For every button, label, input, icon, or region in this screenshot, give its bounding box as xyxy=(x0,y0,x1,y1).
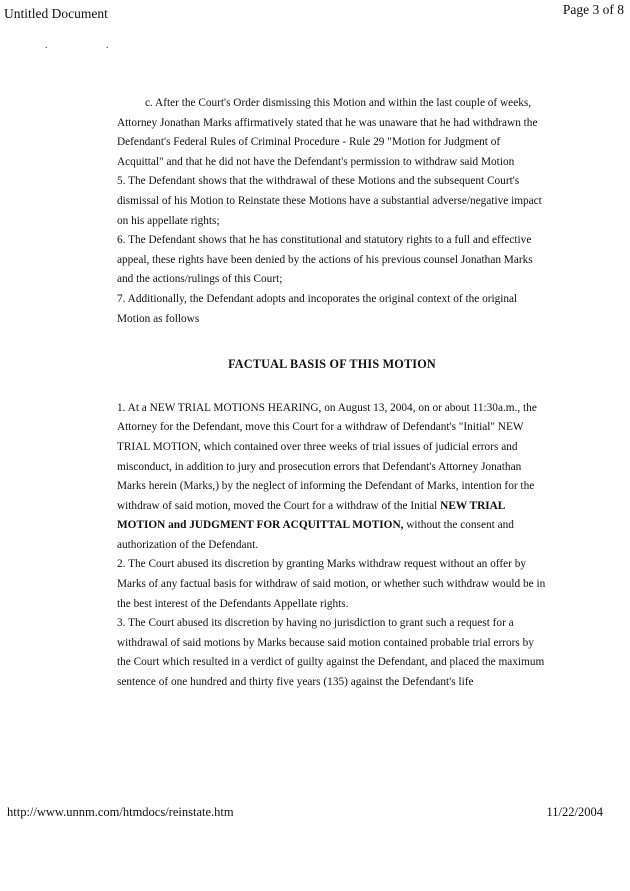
scan-specks: . . xyxy=(45,40,137,51)
paragraph-c: c. After the Court's Order dismissing this Motion and within the last couple of weeks, Attorney Jonathan Marks affirmatively stated that he was unaware that he had withdrawn the Defendant's Federal Rules of Criminal Procedure - Rule 29 "Motion for Judgment of Acquittal" and that he did not have the Defendant's permission to withdraw said Motion xyxy=(117,97,538,168)
footer-url[interactable]: http://www.unnm.com/htmdocs/reinstate.htm xyxy=(7,805,234,819)
paragraph-1-text: 1. At a NEW TRIAL MOTIONS HEARING, on August 13, 2004, on or about 11:30a.m., the Attorney for the Defendant, move this Court for a withdraw of Defendant's "Initial" NEW TRIAL MOTION, which contained over three weeks of trial issues of judicial errors and misconduct, in addition to jury and prosecution errors that Defendant's Attorney Jonathan Marks herein (Marks,) by the neglect of informing the Defendant of Marks, intention for the withdraw of said motion, moved the Court for a withdraw of the Initial xyxy=(117,401,537,512)
section-heading: FACTUAL BASIS OF THIS MOTION xyxy=(228,357,436,372)
paragraph-1-emphasis: NEW TRIAL MOTION and JUDGMENT FOR ACQUITTAL MOTION, xyxy=(117,499,505,532)
document-title: Untitled Document xyxy=(4,6,108,21)
paragraph-2: 2. The Court abused its discretion by granting Marks withdraw request without an offer by Marks of any factual basis for withdraw of said motion, or whether such withdraw would be in the best interest of the Defendants Appellate rights. xyxy=(117,558,546,610)
paragraph-7: 7. Additionally, the Defendant adopts and incoporates the original context of the original Motion as follows xyxy=(117,292,518,325)
footer-date: 11/22/2004 xyxy=(546,805,603,819)
paragraph-1-tail: without the consent and authorization of the Defendant. xyxy=(117,519,514,551)
paragraph-1 xyxy=(117,399,547,556)
paragraph-6: 6. The Defendant shows that he has constitutional and statutory rights to a full and effective appeal, these rights have been denied by the actions of his previous counsel Jonathan Marks and the actions/rulings of this Court; xyxy=(117,234,533,286)
paragraph-5: 5. The Defendant shows that the withdrawal of these Motions and the subsequent Court's dismissal of his Motion to Reinstate these Motions have a substantial adverse/negative impact on his appellate rights; xyxy=(117,175,542,227)
paragraph-3: 3. The Court abused its discretion by having no jurisdiction to grant such a request for a withdrawal of said motions by Marks because said motion contained probable trial errors by the Court which resulted in a verdict of guilty against the Defendant, and placed the maximum sentence of one hundred and thirty five years (135) against the Defendant's life xyxy=(117,617,545,689)
page-number: Page 3 of 8 xyxy=(562,2,624,17)
document-body xyxy=(117,94,547,693)
